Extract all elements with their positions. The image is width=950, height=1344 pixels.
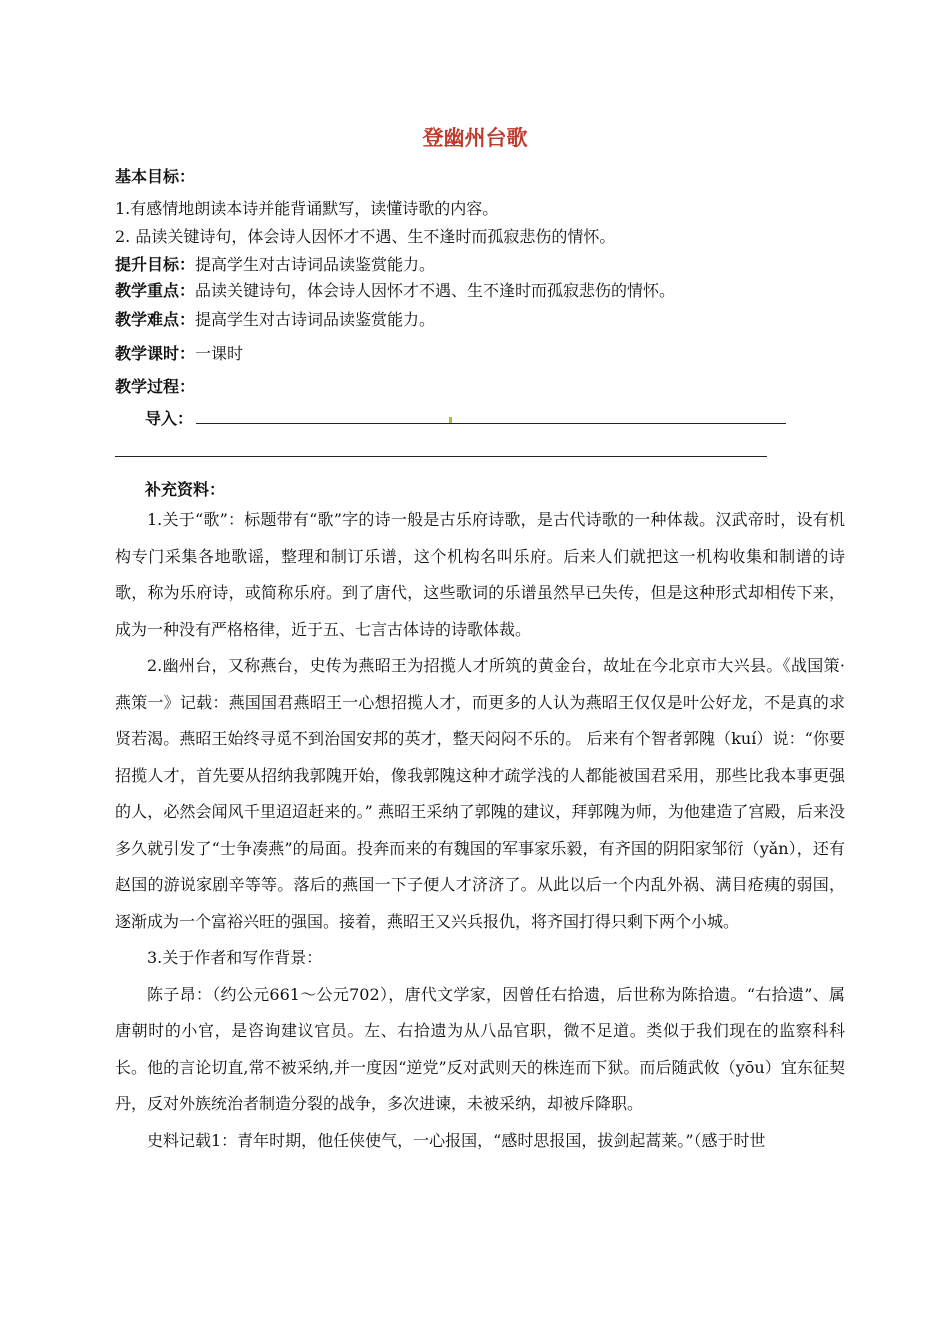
- supplement-body: [115, 502, 845, 1159]
- supplement-label: 补充资料：: [145, 480, 226, 499]
- intro-label: 导入：: [145, 409, 194, 428]
- basic-goal-item-1: 1.有感情地朗读本诗并能背诵默写，读懂诗歌的内容。: [115, 199, 499, 218]
- difficulty-label: 教学难点：: [115, 310, 196, 329]
- key-point-line: [115, 278, 675, 301]
- class-hours-line: [115, 341, 243, 364]
- supplement-paragraph-1: 1.关于“歌”：标题带有“歌”字的诗一般是古乐府诗歌，是古代诗歌的一种体裁。汉武帝时，设有机构专门采集各地歌谣，整理和制订乐谱，这个机构名叫乐府。后来人们就把这一机构收集和制谱的诗歌，称为乐府诗，或简称乐府。到了唐代，这些歌词的乐谱虽然早已失传，但是这种形式却相传下来，成为一种没有严格格律，近于五、七言古体诗的诗歌体裁。: [115, 510, 845, 639]
- intro-blank-line-2[interactable]: [115, 456, 767, 457]
- class-hours-text: 一课时: [195, 344, 244, 363]
- difficulty-text: 提高学生对古诗词品读鉴赏能力。: [195, 310, 436, 329]
- supplement-paragraph-5: 史料记载1：青年时期，他任侠使气，一心报国，“感时思报国，拔剑起蒿莱。”（感于时世: [147, 1130, 766, 1150]
- supplement-paragraph-4: 陈子昂：（约公元661～公元702），唐代文学家，因曾任右拾遗，后世称为陈拾遗。“右拾遗”、属唐朝时的小官，是咨询建议官员。左、右拾遗为从八品官职，微不足道。类似于我们现在的监察科科长。他的言论切直,常不被采纳,并一度因“逆党”反对武则天的株连而下狱。而后随武攸（yōu）宜东征契丹，反对外族统治者制造分裂的战争，多次进谏，未被采纳，却被斥降职。: [115, 984, 845, 1113]
- advanced-goal-line: [115, 252, 435, 275]
- scan-mark: [449, 417, 452, 423]
- class-hours-label: 教学课时：: [115, 344, 196, 363]
- key-point-text: 品读关键诗句，体会诗人因怀才不遇、生不逢时而孤寂悲伤的情怀。: [195, 281, 676, 300]
- page-title: 登幽州台歌: [422, 126, 528, 150]
- process-label: 教学过程：: [115, 377, 196, 396]
- supplement-paragraph-2: 2.幽州台，又称燕台，史传为燕昭王为招揽人才所筑的黄金台，故址在今北京市大兴县。《战国策·燕策一》记载：燕国国君燕昭王一心想招揽人才，而更多的人认为燕昭王仅仅是叶公好龙，不是真的求贤若渴。燕昭王始终寻觅不到治国安邦的英才，整天闷闷不乐的。 后来有个智者郭隗（kuí）说：“你要招揽人才，首先要从招纳我郭隗开始，像我郭隗这种才疏学浅的人都能被国君采用，那些比我本事更强的人，必然会闻风千里迢迢赶来的。” 燕昭王采纳了郭隗的建议，拜郭隗为师，为他建造了宫殿，后来没多久就引发了“士争凑燕”的局面。投奔而来的有魏国的军事家乐毅，有齐国的阴阳家邹衍（yǎn），还有赵国的游说家剧辛等等。落后的燕国一下子便人才济济了。从此以后一个内乱外祸、满目疮痍的弱国，逐渐成为一个富裕兴旺的强国。接着，燕昭王又兴兵报仇，将齐国打得只剩下两个小城。: [115, 656, 845, 931]
- supplement-paragraph-3: 3.关于作者和写作背景：: [147, 948, 323, 967]
- intro-blank-line[interactable]: [196, 423, 786, 424]
- difficulty-line: [115, 307, 435, 330]
- basic-goal-label: 基本目标：: [115, 167, 196, 186]
- advanced-goal-text: 提高学生对古诗词品读鉴赏能力。: [195, 255, 436, 274]
- advanced-goal-label: 提升目标：: [115, 255, 196, 274]
- basic-goal-item-2: 2. 品读关键诗句，体会诗人因怀才不遇、生不逢时而孤寂悲伤的情怀。: [115, 227, 616, 246]
- key-point-label: 教学重点：: [115, 281, 196, 300]
